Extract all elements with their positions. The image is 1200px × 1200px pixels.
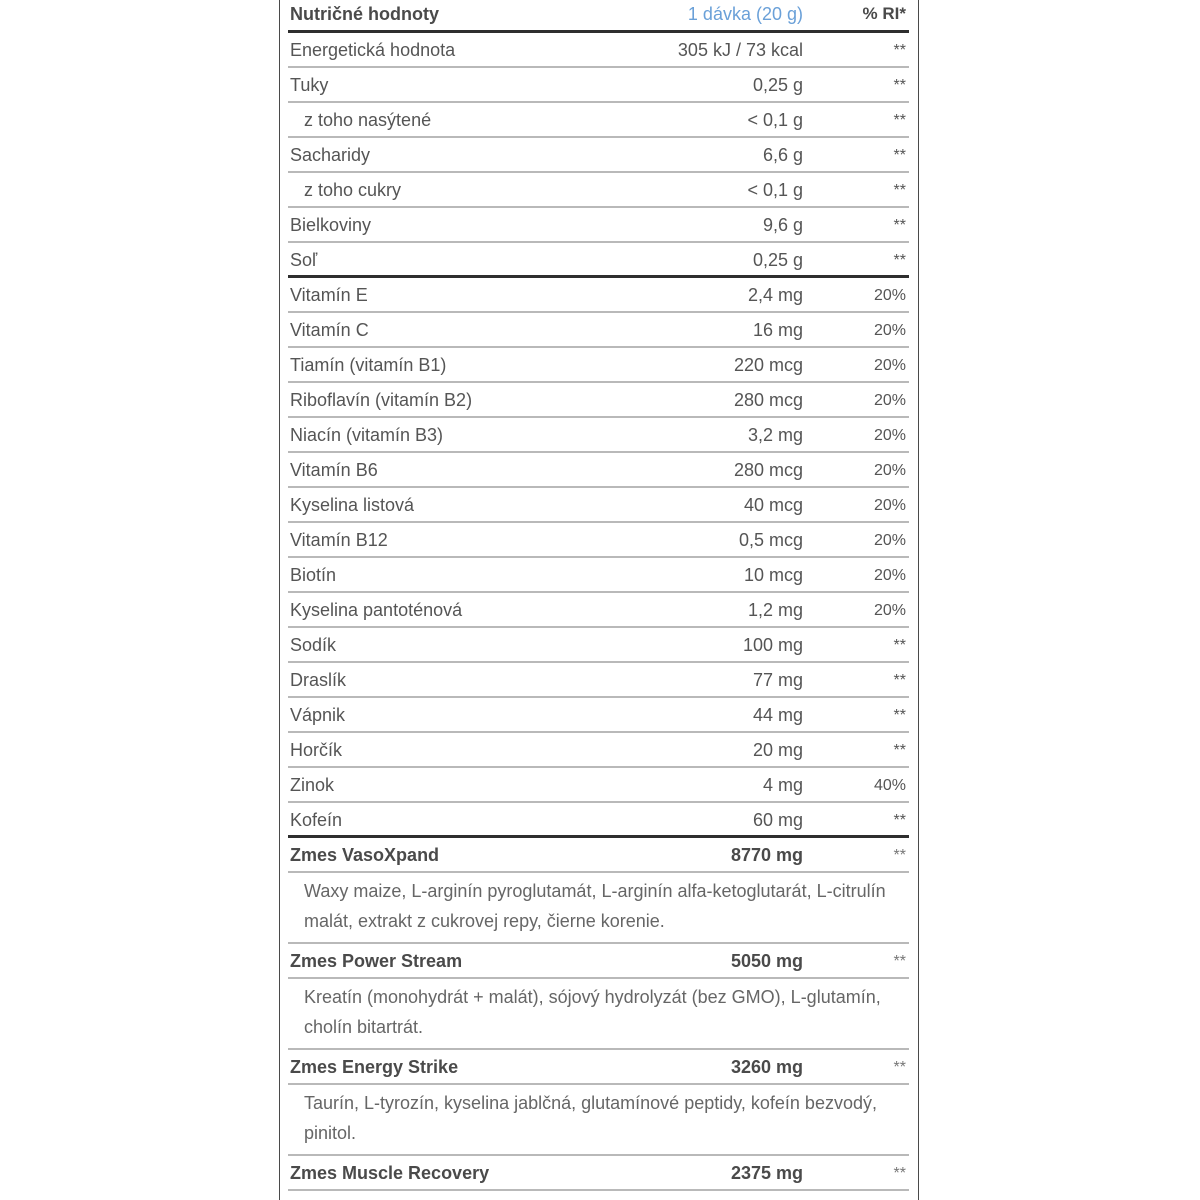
row-name: Energetická hodnota: [290, 40, 456, 60]
nutrition-table: [288, 0, 909, 1191]
row-ri: **: [893, 672, 906, 689]
blend-row-power-stream: [288, 944, 909, 979]
row-name: Vitamín B12: [290, 530, 388, 550]
row-amount: 3,2 mg: [747, 425, 803, 445]
row-ri: 40%: [873, 777, 906, 794]
table-row: [288, 733, 909, 768]
row-name: Biotín: [290, 565, 337, 585]
blend-ri: **: [893, 953, 906, 970]
row-amount: 0,25 g: [752, 75, 803, 95]
table-row: [288, 313, 909, 348]
table-row: [288, 418, 909, 453]
row-ri: 20%: [873, 392, 906, 409]
blend-name: Zmes VasoXpand: [290, 845, 440, 865]
row-ri: **: [893, 42, 906, 59]
row-amount: 44 mg: [752, 705, 803, 725]
row-ri: **: [893, 182, 906, 199]
blend-row-muscle-recovery: [288, 1156, 909, 1191]
table-row: [288, 593, 909, 628]
blend-amount: 2375 mg: [730, 1163, 803, 1183]
row-name: Niacín (vitamín B3): [290, 425, 444, 445]
row-ri: **: [893, 77, 906, 94]
row-name: Sacharidy: [290, 145, 371, 165]
table-row: [288, 348, 909, 383]
blend-name: Zmes Energy Strike: [290, 1057, 459, 1077]
row-name: Draslík: [290, 670, 347, 690]
row-amount: 100 mg: [742, 635, 803, 655]
blend-row-energy-strike: [288, 1050, 909, 1085]
table-row: [288, 208, 909, 243]
blend-row-vasoxpand: [288, 838, 909, 873]
row-ri: 20%: [873, 357, 906, 374]
row-amount: 2,4 mg: [747, 285, 803, 305]
row-name: Kyselina listová: [290, 495, 415, 515]
blend-amount: 3260 mg: [730, 1057, 803, 1077]
row-amount: 16 mg: [752, 320, 803, 340]
row-name: Kofeín: [290, 810, 343, 830]
table-row: [288, 558, 909, 593]
row-ri: 20%: [873, 567, 906, 584]
row-name: Tuky: [290, 75, 329, 95]
row-amount: < 0,1 g: [747, 180, 803, 200]
row-name: Vitamín C: [290, 320, 369, 340]
table-row: [288, 33, 909, 68]
header-serving: 1 dávka (20 g): [687, 4, 803, 24]
table-header: [288, 0, 909, 33]
table-row: [288, 803, 909, 838]
row-ri: 20%: [873, 462, 906, 479]
row-amount: 10 mcg: [743, 565, 803, 585]
row-amount: 60 mg: [752, 810, 803, 830]
row-amount: 220 mcg: [733, 355, 803, 375]
table-row: [288, 488, 909, 523]
row-name: Horčík: [290, 740, 343, 760]
row-name: z toho nasýtené: [304, 110, 432, 130]
header-name: Nutričné hodnoty: [290, 4, 439, 24]
row-amount: 9,6 g: [762, 215, 803, 235]
row-amount: 1,2 mg: [747, 600, 803, 620]
row-amount: 20 mg: [752, 740, 803, 760]
table-row: [288, 103, 909, 138]
row-ri: 20%: [873, 322, 906, 339]
table-row: [288, 628, 909, 663]
row-amount: 280 mcg: [733, 460, 803, 480]
table-row: [288, 523, 909, 558]
row-name: Vitamín B6: [290, 460, 378, 480]
row-amount: 0,5 mcg: [738, 530, 803, 550]
row-amount: 6,6 g: [762, 145, 803, 165]
row-amount: 4 mg: [762, 775, 803, 795]
row-name: Soľ: [290, 250, 318, 270]
table-row: [288, 243, 909, 278]
row-ri: 20%: [873, 287, 906, 304]
row-ri: **: [893, 637, 906, 654]
row-amount: < 0,1 g: [747, 110, 803, 130]
row-ri: **: [893, 812, 906, 829]
row-amount: 280 mcg: [733, 390, 803, 410]
blend-name: Zmes Power Stream: [290, 951, 463, 971]
blend-description: Kreatín (monohydrát + malát), sójový hydrolyzát (bez GMO), L-glutamín, cholín bitartrát.: [288, 979, 909, 1050]
table-row: [288, 383, 909, 418]
row-ri: **: [893, 112, 906, 129]
row-ri: **: [893, 742, 906, 759]
row-amount: 305 kJ / 73 kcal: [677, 40, 803, 60]
row-name: z toho cukry: [304, 180, 402, 200]
blend-description: Waxy maize, L-arginín pyroglutamát, L-arginín alfa-ketoglutarát, L-citrulín malát, extrakt z cukrovej repy, čierne korenie.: [288, 873, 909, 944]
nutrition-panel: [279, 0, 919, 1200]
table-row: [288, 68, 909, 103]
table-row: [288, 698, 909, 733]
row-ri: 20%: [873, 532, 906, 549]
blend-description: Taurín, L-tyrozín, kyselina jablčná, glutamínové peptidy, kofeín bezvodý, pinitol.: [288, 1085, 909, 1156]
row-amount: 40 mcg: [743, 495, 803, 515]
row-name: Tiamín (vitamín B1): [290, 355, 447, 375]
table-row: [288, 453, 909, 488]
table-row: [288, 278, 909, 313]
table-row: [288, 173, 909, 208]
row-name: Sodík: [290, 635, 337, 655]
row-ri: **: [893, 147, 906, 164]
table-row: [288, 138, 909, 173]
row-name: Riboflavín (vitamín B2): [290, 390, 473, 410]
blend-ri: **: [893, 1059, 906, 1076]
blend-name: Zmes Muscle Recovery: [290, 1163, 490, 1183]
row-ri: 20%: [873, 602, 906, 619]
row-ri: **: [893, 252, 906, 269]
row-name: Zinok: [290, 775, 335, 795]
row-ri: **: [893, 217, 906, 234]
table-row: [288, 768, 909, 803]
row-amount: 0,25 g: [752, 250, 803, 270]
row-name: Bielkoviny: [290, 215, 372, 235]
row-ri: **: [893, 707, 906, 724]
blend-amount: 5050 mg: [730, 951, 803, 971]
row-amount: 77 mg: [752, 670, 803, 690]
row-name: Vitamín E: [290, 285, 368, 305]
blend-ri: **: [893, 1165, 906, 1182]
blend-ri: **: [893, 847, 906, 864]
row-ri: 20%: [873, 497, 906, 514]
row-name: Vápnik: [290, 705, 346, 725]
blend-amount: 8770 mg: [730, 845, 803, 865]
row-ri: 20%: [873, 427, 906, 444]
header-ri: % RI*: [862, 4, 906, 23]
table-row: [288, 663, 909, 698]
row-name: Kyselina pantoténová: [290, 600, 463, 620]
